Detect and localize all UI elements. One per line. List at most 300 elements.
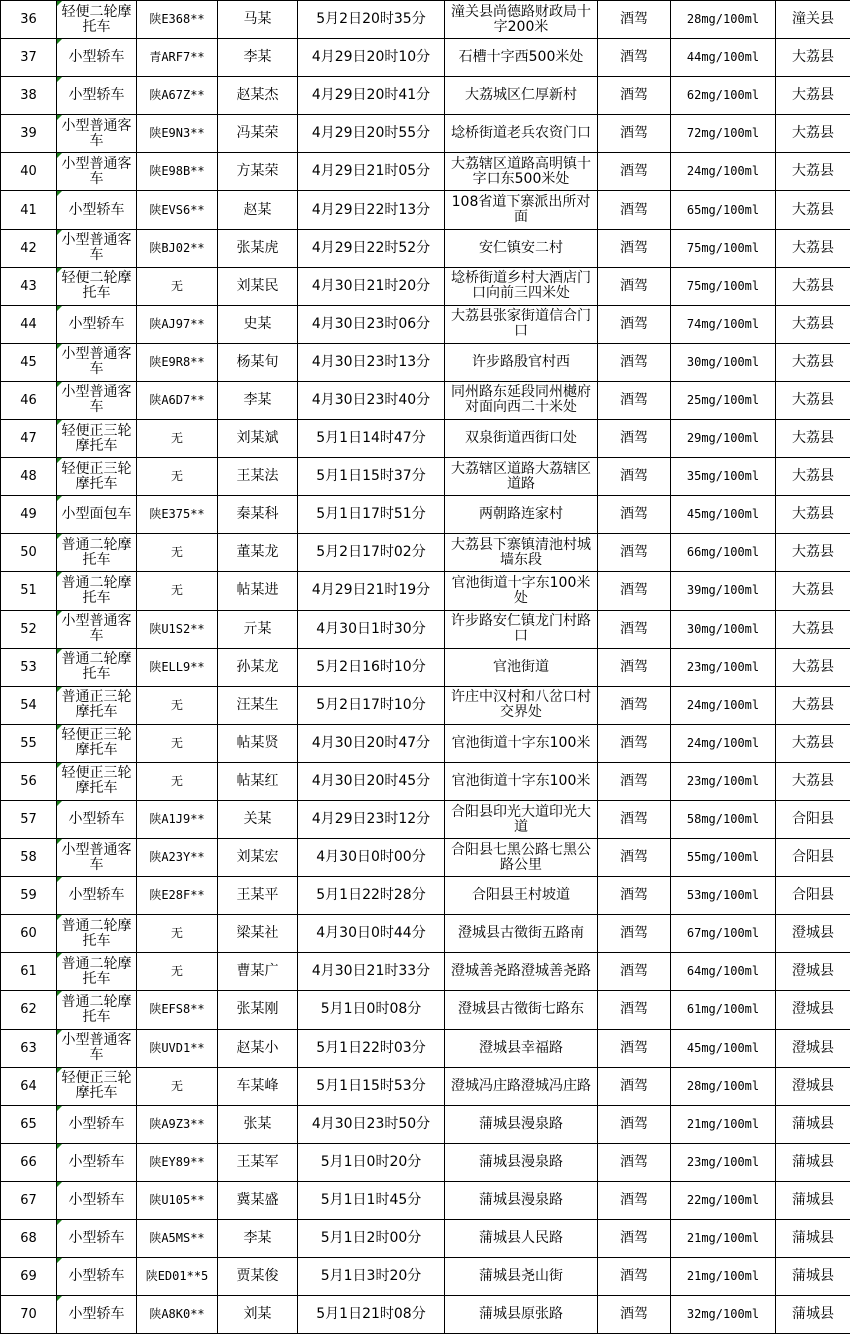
plate-number-text: 无 bbox=[171, 431, 183, 445]
county-cell bbox=[776, 610, 850, 648]
county-text: 大荔县 bbox=[792, 506, 834, 522]
plate-number-cell bbox=[137, 839, 218, 877]
alcohol-level-text: 24mg/100ml bbox=[687, 736, 759, 750]
location-text: 澄城县幸福路 bbox=[479, 1040, 563, 1056]
cell-note-marker-icon bbox=[57, 1182, 62, 1187]
driver-name-cell bbox=[218, 839, 298, 877]
row-number-text: 37 bbox=[20, 50, 37, 65]
county-text: 澄城县 bbox=[792, 925, 834, 941]
time-text: 4月29日20时10分 bbox=[312, 49, 430, 65]
time-text: 4月29日20时55分 bbox=[312, 125, 430, 141]
county-text: 大荔县 bbox=[792, 354, 834, 370]
driver-name-text: 史某 bbox=[244, 316, 272, 332]
violation-type-cell bbox=[598, 877, 671, 915]
alcohol-level-cell bbox=[671, 1296, 776, 1334]
county-text: 澄城县 bbox=[792, 1001, 834, 1017]
location-text: 官池街道十字东100米 bbox=[452, 773, 591, 789]
plate-number-text: 青ARF7** bbox=[149, 50, 204, 64]
alcohol-level-cell bbox=[671, 1143, 776, 1181]
plate-number-text: 无 bbox=[171, 926, 183, 940]
location-text: 许庄中汉村和八岔口村交界处 bbox=[451, 689, 591, 720]
alcohol-level-cell bbox=[671, 1220, 776, 1258]
county-cell bbox=[776, 1296, 850, 1334]
violation-type-text: 酒驾 bbox=[620, 849, 648, 865]
alcohol-level-text: 32mg/100ml bbox=[687, 1307, 759, 1321]
time-cell bbox=[298, 420, 445, 458]
plate-number-text: 无 bbox=[171, 774, 183, 788]
plate-number-text: 陕EFS8** bbox=[149, 1002, 204, 1016]
vehicle-type-text: 普通二轮摩托车 bbox=[62, 537, 132, 568]
driver-name-cell bbox=[218, 77, 298, 115]
table-body bbox=[1, 1, 850, 1334]
cell-note-marker-icon bbox=[57, 877, 62, 882]
time-text: 4月30日23时06分 bbox=[312, 316, 430, 332]
violation-type-text: 酒驾 bbox=[620, 125, 648, 141]
vehicle-type-cell bbox=[57, 991, 137, 1029]
time-cell bbox=[298, 1, 445, 39]
row-number-text: 64 bbox=[20, 1079, 37, 1094]
alcohol-level-text: 39mg/100ml bbox=[687, 583, 759, 597]
location-cell bbox=[445, 953, 598, 991]
vehicle-type-text: 轻便二轮摩托车 bbox=[62, 270, 132, 301]
table-row bbox=[1, 343, 850, 381]
driver-name-text: 冯某荣 bbox=[237, 125, 279, 141]
alcohol-level-text: 61mg/100ml bbox=[687, 1002, 759, 1016]
plate-number-cell bbox=[137, 724, 218, 762]
county-cell bbox=[776, 39, 850, 77]
plate-number-text: 无 bbox=[171, 964, 183, 978]
location-text: 合阳县印光大道印光大道 bbox=[451, 804, 591, 835]
row-number-cell bbox=[1, 953, 57, 991]
cell-note-marker-icon bbox=[57, 572, 62, 577]
driver-name-text: 李某 bbox=[244, 49, 272, 65]
time-text: 4月29日21时05分 bbox=[312, 163, 430, 179]
location-cell bbox=[445, 153, 598, 191]
vehicle-type-text: 小型普通客车 bbox=[62, 156, 132, 187]
alcohol-level-cell bbox=[671, 648, 776, 686]
time-text: 5月2日17时02分 bbox=[316, 544, 425, 560]
county-text: 大荔县 bbox=[792, 773, 834, 789]
location-text: 蒲城县漫泉路 bbox=[479, 1116, 563, 1132]
driver-name-cell bbox=[218, 991, 298, 1029]
alcohol-level-cell bbox=[671, 991, 776, 1029]
plate-number-text: 陕U1S2** bbox=[149, 622, 204, 636]
alcohol-level-cell bbox=[671, 1029, 776, 1067]
plate-number-cell bbox=[137, 610, 218, 648]
alcohol-level-cell bbox=[671, 115, 776, 153]
violation-type-cell bbox=[598, 686, 671, 724]
alcohol-level-cell bbox=[671, 191, 776, 229]
vehicle-type-cell bbox=[57, 1258, 137, 1296]
alcohol-level-text: 22mg/100ml bbox=[687, 1193, 759, 1207]
location-text: 合阳县王村坡道 bbox=[472, 887, 570, 903]
time-text: 4月30日23时40分 bbox=[312, 392, 430, 408]
alcohol-level-cell bbox=[671, 686, 776, 724]
vehicle-type-text: 小型普通客车 bbox=[62, 1032, 132, 1063]
plate-number-text: 无 bbox=[171, 279, 183, 293]
alcohol-level-cell bbox=[671, 229, 776, 267]
time-cell bbox=[298, 305, 445, 343]
vehicle-type-text: 小型轿车 bbox=[69, 87, 125, 103]
location-cell bbox=[445, 800, 598, 838]
county-cell bbox=[776, 343, 850, 381]
county-cell bbox=[776, 381, 850, 419]
violation-type-cell bbox=[598, 762, 671, 800]
alcohol-level-cell bbox=[671, 343, 776, 381]
alcohol-level-text: 75mg/100ml bbox=[687, 279, 759, 293]
plate-number-cell bbox=[137, 762, 218, 800]
cell-note-marker-icon bbox=[57, 763, 62, 768]
violation-type-text: 酒驾 bbox=[620, 887, 648, 903]
violation-type-text: 酒驾 bbox=[620, 1230, 648, 1246]
table-row bbox=[1, 458, 850, 496]
row-number-text: 48 bbox=[20, 469, 37, 484]
violation-type-cell bbox=[598, 115, 671, 153]
time-cell bbox=[298, 343, 445, 381]
plate-number-cell bbox=[137, 267, 218, 305]
alcohol-level-text: 53mg/100ml bbox=[687, 888, 759, 902]
time-text: 5月1日22时03分 bbox=[316, 1040, 425, 1056]
row-number-text: 57 bbox=[20, 812, 37, 827]
county-cell bbox=[776, 572, 850, 610]
violation-type-cell bbox=[598, 229, 671, 267]
location-text: 蒲城县漫泉路 bbox=[479, 1154, 563, 1170]
driver-name-cell bbox=[218, 305, 298, 343]
table-row bbox=[1, 39, 850, 77]
alcohol-level-text: 75mg/100ml bbox=[687, 241, 759, 255]
violation-type-cell bbox=[598, 39, 671, 77]
vehicle-type-cell bbox=[57, 229, 137, 267]
vehicle-type-text: 普通二轮摩托车 bbox=[62, 575, 132, 606]
location-cell bbox=[445, 648, 598, 686]
table-row bbox=[1, 991, 850, 1029]
plate-number-text: 陕EY89** bbox=[149, 1155, 204, 1169]
violation-type-cell bbox=[598, 991, 671, 1029]
driver-name-text: 车某峰 bbox=[237, 1078, 279, 1094]
vehicle-type-cell bbox=[57, 77, 137, 115]
county-text: 蒲城县 bbox=[792, 1192, 834, 1208]
row-number-text: 51 bbox=[20, 583, 37, 598]
violation-type-cell bbox=[598, 610, 671, 648]
time-cell bbox=[298, 648, 445, 686]
driver-name-text: 曹某广 bbox=[237, 963, 279, 979]
county-text: 大荔县 bbox=[792, 659, 834, 675]
county-text: 大荔县 bbox=[792, 392, 834, 408]
vehicle-type-text: 小型轿车 bbox=[69, 1154, 125, 1170]
plate-number-cell bbox=[137, 953, 218, 991]
plate-number-cell bbox=[137, 648, 218, 686]
alcohol-level-cell bbox=[671, 381, 776, 419]
table-row bbox=[1, 305, 850, 343]
violation-type-text: 酒驾 bbox=[620, 1040, 648, 1056]
county-text: 大荔县 bbox=[792, 87, 834, 103]
violation-type-text: 酒驾 bbox=[620, 87, 648, 103]
row-number-text: 46 bbox=[20, 393, 37, 408]
time-cell bbox=[298, 1029, 445, 1067]
time-cell bbox=[298, 381, 445, 419]
plate-number-text: 陕A23Y** bbox=[149, 850, 204, 864]
row-number-cell bbox=[1, 1181, 57, 1219]
driver-name-cell bbox=[218, 800, 298, 838]
violation-type-text: 酒驾 bbox=[620, 163, 648, 179]
time-cell bbox=[298, 762, 445, 800]
plate-number-text: 无 bbox=[171, 698, 183, 712]
vehicle-type-cell bbox=[57, 648, 137, 686]
plate-number-text: 陕E9R8** bbox=[149, 355, 204, 369]
time-cell bbox=[298, 534, 445, 572]
driver-name-text: 张某 bbox=[244, 1116, 272, 1132]
violation-type-cell bbox=[598, 267, 671, 305]
county-text: 蒲城县 bbox=[792, 1306, 834, 1322]
cell-note-marker-icon bbox=[57, 39, 62, 44]
county-cell bbox=[776, 1105, 850, 1143]
plate-number-cell bbox=[137, 381, 218, 419]
row-number-cell bbox=[1, 572, 57, 610]
location-cell bbox=[445, 1296, 598, 1334]
plate-number-cell bbox=[137, 915, 218, 953]
driver-name-text: 孙某龙 bbox=[237, 659, 279, 675]
violation-type-cell bbox=[598, 420, 671, 458]
location-text: 两朝路连家村 bbox=[479, 506, 563, 522]
vehicle-type-cell bbox=[57, 1029, 137, 1067]
location-text: 安仁镇安二村 bbox=[479, 240, 563, 256]
plate-number-cell bbox=[137, 1296, 218, 1334]
location-text: 埝桥街道乡村大酒店门口向前三四米处 bbox=[451, 270, 591, 301]
location-cell bbox=[445, 1105, 598, 1143]
vehicle-type-text: 小型轿车 bbox=[69, 1116, 125, 1132]
violation-type-text: 酒驾 bbox=[620, 697, 648, 713]
plate-number-cell bbox=[137, 1067, 218, 1105]
county-text: 蒲城县 bbox=[792, 1116, 834, 1132]
table-row bbox=[1, 915, 850, 953]
violation-type-cell bbox=[598, 305, 671, 343]
county-cell bbox=[776, 153, 850, 191]
row-number-cell bbox=[1, 267, 57, 305]
violation-type-cell bbox=[598, 648, 671, 686]
alcohol-level-cell bbox=[671, 39, 776, 77]
time-text: 5月1日17时51分 bbox=[316, 506, 425, 522]
cell-note-marker-icon bbox=[57, 1068, 62, 1073]
location-text: 蒲城县人民路 bbox=[479, 1230, 563, 1246]
county-cell bbox=[776, 229, 850, 267]
table-row bbox=[1, 953, 850, 991]
alcohol-level-cell bbox=[671, 915, 776, 953]
location-text: 蒲城县原张路 bbox=[479, 1306, 563, 1322]
plate-number-text: 陕ED01**5 bbox=[146, 1269, 209, 1283]
vehicle-type-cell bbox=[57, 1067, 137, 1105]
vehicle-type-text: 小型轿车 bbox=[69, 316, 125, 332]
time-cell bbox=[298, 1258, 445, 1296]
driver-name-cell bbox=[218, 762, 298, 800]
cell-note-marker-icon bbox=[57, 306, 62, 311]
vehicle-type-text: 小型轿车 bbox=[69, 1192, 125, 1208]
violation-type-cell bbox=[598, 191, 671, 229]
plate-number-cell bbox=[137, 77, 218, 115]
plate-number-text: 陕UVD1** bbox=[149, 1041, 204, 1055]
plate-number-cell bbox=[137, 458, 218, 496]
row-number-text: 50 bbox=[20, 545, 37, 560]
violation-type-text: 酒驾 bbox=[620, 963, 648, 979]
location-text: 官池街道十字东100米 bbox=[452, 735, 591, 751]
county-text: 大荔县 bbox=[792, 278, 834, 294]
table-row bbox=[1, 420, 850, 458]
vehicle-type-cell bbox=[57, 1105, 137, 1143]
location-cell bbox=[445, 381, 598, 419]
vehicle-type-text: 小型轿车 bbox=[69, 887, 125, 903]
location-text: 澄城县古徵街七路东 bbox=[458, 1001, 584, 1017]
vehicle-type-text: 小型轿车 bbox=[69, 49, 125, 65]
table-row bbox=[1, 762, 850, 800]
row-number-text: 69 bbox=[20, 1269, 37, 1284]
alcohol-level-cell bbox=[671, 877, 776, 915]
row-number-cell bbox=[1, 1258, 57, 1296]
driver-name-cell bbox=[218, 267, 298, 305]
county-text: 合阳县 bbox=[792, 811, 834, 827]
row-number-cell bbox=[1, 1029, 57, 1067]
vehicle-type-text: 轻便二轮摩托车 bbox=[62, 4, 132, 35]
time-cell bbox=[298, 839, 445, 877]
plate-number-cell bbox=[137, 1105, 218, 1143]
row-number-cell bbox=[1, 877, 57, 915]
cell-note-marker-icon bbox=[57, 649, 62, 654]
driver-name-cell bbox=[218, 724, 298, 762]
location-cell bbox=[445, 1, 598, 39]
driver-name-cell bbox=[218, 1029, 298, 1067]
vehicle-type-cell bbox=[57, 1296, 137, 1334]
vehicle-type-text: 小型轿车 bbox=[69, 202, 125, 218]
driver-name-cell bbox=[218, 153, 298, 191]
alcohol-level-cell bbox=[671, 420, 776, 458]
alcohol-level-text: 25mg/100ml bbox=[687, 393, 759, 407]
location-cell bbox=[445, 115, 598, 153]
violation-type-text: 酒驾 bbox=[620, 621, 648, 637]
driver-name-text: 马某 bbox=[244, 11, 272, 27]
plate-number-text: 无 bbox=[171, 545, 183, 559]
driver-name-cell bbox=[218, 458, 298, 496]
driver-name-cell bbox=[218, 191, 298, 229]
row-number-text: 61 bbox=[20, 964, 37, 979]
time-text: 5月1日2时00分 bbox=[321, 1230, 422, 1246]
time-cell bbox=[298, 1181, 445, 1219]
alcohol-level-text: 29mg/100ml bbox=[687, 431, 759, 445]
driver-name-cell bbox=[218, 610, 298, 648]
vehicle-type-cell bbox=[57, 115, 137, 153]
violation-type-cell bbox=[598, 800, 671, 838]
violation-type-cell bbox=[598, 1296, 671, 1334]
row-number-text: 70 bbox=[20, 1307, 37, 1322]
row-number-text: 66 bbox=[20, 1155, 37, 1170]
driver-name-cell bbox=[218, 1296, 298, 1334]
driver-name-text: 赵某小 bbox=[237, 1040, 279, 1056]
location-cell bbox=[445, 724, 598, 762]
time-text: 4月30日1时30分 bbox=[316, 621, 425, 637]
cell-note-marker-icon bbox=[57, 344, 62, 349]
location-cell bbox=[445, 305, 598, 343]
row-number-cell bbox=[1, 343, 57, 381]
location-cell bbox=[445, 572, 598, 610]
location-cell bbox=[445, 343, 598, 381]
location-text: 埝桥街道老兵农资门口 bbox=[451, 125, 591, 141]
alcohol-level-cell bbox=[671, 458, 776, 496]
county-cell bbox=[776, 686, 850, 724]
driver-name-text: 帖某红 bbox=[237, 773, 279, 789]
violation-type-cell bbox=[598, 1143, 671, 1181]
vehicle-type-cell bbox=[57, 724, 137, 762]
violation-type-cell bbox=[598, 839, 671, 877]
location-cell bbox=[445, 915, 598, 953]
driver-name-cell bbox=[218, 915, 298, 953]
alcohol-level-cell bbox=[671, 1258, 776, 1296]
time-text: 4月30日21时33分 bbox=[312, 963, 430, 979]
alcohol-level-text: 67mg/100ml bbox=[687, 926, 759, 940]
table-row bbox=[1, 153, 850, 191]
vehicle-type-text: 小型轿车 bbox=[69, 811, 125, 827]
row-number-cell bbox=[1, 305, 57, 343]
violation-type-cell bbox=[598, 1067, 671, 1105]
county-text: 大荔县 bbox=[792, 582, 834, 598]
plate-number-cell bbox=[137, 877, 218, 915]
driver-name-text: 李某 bbox=[244, 392, 272, 408]
alcohol-level-cell bbox=[671, 762, 776, 800]
location-cell bbox=[445, 1258, 598, 1296]
plate-number-cell bbox=[137, 305, 218, 343]
location-text: 澄城县古徵街五路南 bbox=[458, 925, 584, 941]
county-cell bbox=[776, 953, 850, 991]
alcohol-level-cell bbox=[671, 724, 776, 762]
location-cell bbox=[445, 191, 598, 229]
location-cell bbox=[445, 1181, 598, 1219]
cell-note-marker-icon bbox=[57, 991, 62, 996]
time-text: 5月1日14时47分 bbox=[316, 430, 425, 446]
row-number-cell bbox=[1, 229, 57, 267]
county-cell bbox=[776, 877, 850, 915]
table-row bbox=[1, 267, 850, 305]
location-text: 108省道下寨派出所对面 bbox=[452, 194, 591, 225]
county-text: 蒲城县 bbox=[792, 1268, 834, 1284]
table-row bbox=[1, 572, 850, 610]
violation-type-text: 酒驾 bbox=[620, 544, 648, 560]
location-cell bbox=[445, 39, 598, 77]
time-cell bbox=[298, 496, 445, 534]
vehicle-type-text: 小型普通客车 bbox=[62, 613, 132, 644]
plate-number-text: 无 bbox=[171, 1079, 183, 1093]
driver-name-text: 秦某科 bbox=[237, 506, 279, 522]
time-cell bbox=[298, 800, 445, 838]
violation-type-cell bbox=[598, 1181, 671, 1219]
plate-number-cell bbox=[137, 343, 218, 381]
driver-name-text: 杨某旬 bbox=[237, 354, 279, 370]
driver-name-cell bbox=[218, 1105, 298, 1143]
plate-number-text: 无 bbox=[171, 469, 183, 483]
violation-type-text: 酒驾 bbox=[620, 925, 648, 941]
violation-type-text: 酒驾 bbox=[620, 316, 648, 332]
time-text: 4月30日21时20分 bbox=[312, 278, 430, 294]
driver-name-cell bbox=[218, 1258, 298, 1296]
cell-note-marker-icon bbox=[57, 953, 62, 958]
vehicle-type-cell bbox=[57, 915, 137, 953]
plate-number-cell bbox=[137, 686, 218, 724]
violation-type-text: 酒驾 bbox=[620, 659, 648, 675]
county-text: 大荔县 bbox=[792, 735, 834, 751]
time-text: 5月2日20时35分 bbox=[316, 11, 425, 27]
violation-type-text: 酒驾 bbox=[620, 1078, 648, 1094]
alcohol-level-text: 21mg/100ml bbox=[687, 1117, 759, 1131]
plate-number-text: 陕A9Z3** bbox=[149, 1117, 204, 1131]
driver-name-text: 刘某斌 bbox=[237, 430, 279, 446]
row-number-cell bbox=[1, 839, 57, 877]
table-row bbox=[1, 1067, 850, 1105]
violation-type-cell bbox=[598, 1029, 671, 1067]
